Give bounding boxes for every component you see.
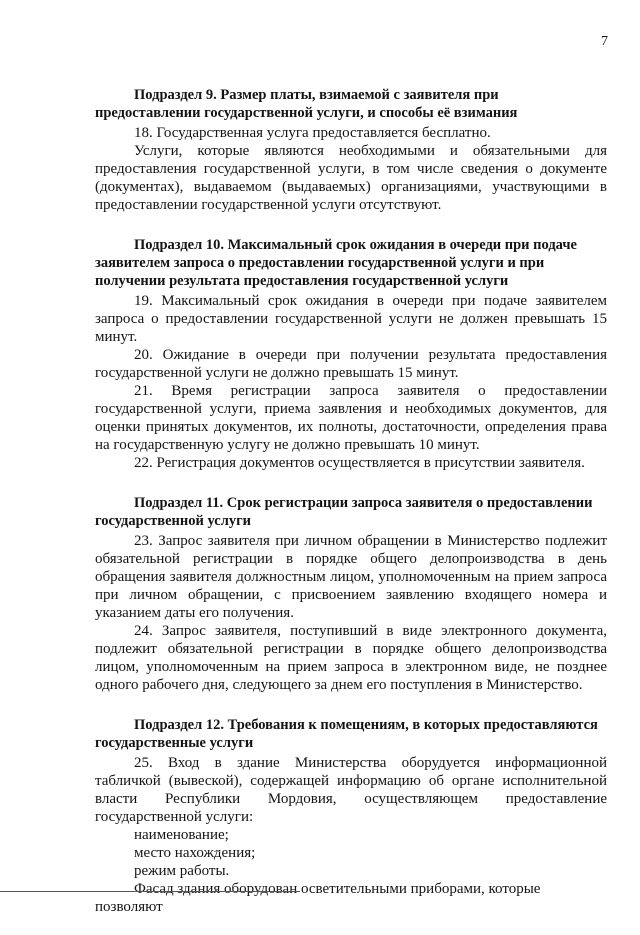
subsection-heading bbox=[95, 236, 607, 290]
subsection-heading bbox=[95, 86, 607, 122]
document-body bbox=[95, 86, 607, 935]
paragraph-19: 19. Максимальный срок ожидания в очереди при подаче заявителем запроса о предоставлении государственной услуги не должен превышать 15 минут. bbox=[95, 293, 607, 345]
scan-mark bbox=[214, 851, 220, 852]
bottom-rule bbox=[0, 891, 300, 892]
heading-line-2: государственные услуги bbox=[95, 735, 254, 751]
subsection-10 bbox=[95, 236, 607, 472]
heading-line-1: Подраздел 10. Максимальный срок ожидания в очереди при подаче bbox=[134, 237, 577, 253]
heading-line-2: заявителем запроса о предоставлении государственной услуги и при получении результата предоставления государственной услуги bbox=[95, 255, 545, 289]
list-item: место нахождения; bbox=[134, 845, 256, 861]
heading-line-2: государственной услуги bbox=[95, 513, 252, 529]
paragraph-20: 20. Ожидание в очереди при получении результата предоставления государственной услуги не должно превышать 15 минут. bbox=[95, 347, 607, 381]
subsection-9 bbox=[95, 86, 607, 214]
list-item: режим работы. bbox=[134, 863, 230, 879]
paragraph-25: 25. Вход в здание Министерства оборудуется информационной табличкой (вывеской), содержащей информацию об органе исполнительной власти Республики Мордовия, осуществляющем предоставление государственной услуги: bbox=[95, 755, 607, 825]
paragraph-services: Услуги, которые являются необходимыми и обязательными для предоставления государственной услуги, в том числе сведения о документе (документах), выдаваемом (выдаваемых) организациями, участвующими в предоставлении государственной услуги отсутствуют. bbox=[95, 143, 607, 213]
paragraph-21: 21. Время регистрации запроса заявителя о предоставлении государственной услуги, приема заявления и необходимых документов, для оценки принятых документов, их полноты, достаточности, определения права на государственную услугу не должно превышать 10 минут. bbox=[95, 383, 607, 453]
paragraph-18: 18. Государственная услуга предоставляется бесплатно. bbox=[134, 125, 491, 141]
subsection-12 bbox=[95, 716, 607, 916]
heading-line-2: предоставлении государственной услуги, и способы её взимания bbox=[95, 105, 518, 121]
heading-line-1: Подраздел 12. Требования к помещениям, в которых предоставляются bbox=[134, 717, 598, 733]
list-item: наименование; bbox=[134, 827, 229, 843]
subsection-heading bbox=[95, 716, 607, 752]
paragraph-23: 23. Запрос заявителя при личном обращении в Министерство подлежит обязательной регистрации в порядке общего делопроизводства в день обращения заявителя должностным лицом, уполномоченным на прием запроса при личном обращении, с присвоением заявлению входящего номера и указанием даты его получения. bbox=[95, 533, 607, 621]
subsection-11 bbox=[95, 494, 607, 694]
heading-line-1: Подраздел 11. Срок регистрации запроса заявителя о предоставлении bbox=[134, 495, 593, 511]
page-number: 7 bbox=[601, 34, 608, 49]
paragraph-24: 24. Запрос заявителя, поступивший в виде электронного документа, подлежит обязательной регистрации в порядке общего делопроизводства лицом, уполномоченным на прием запроса в электронном виде, не позднее одного рабочего дня, следующего за днем его поступления в Министерство. bbox=[95, 623, 607, 693]
paragraph-facade: Фасад здания оборудован осветительными приборами, которые позволяют bbox=[95, 881, 541, 915]
subsection-heading bbox=[95, 494, 607, 530]
paragraph-22: 22. Регистрация документов осуществляется в присутствии заявителя. bbox=[134, 455, 585, 471]
heading-line-1: Подраздел 9. Размер платы, взимаемой с заявителя при bbox=[134, 87, 499, 103]
